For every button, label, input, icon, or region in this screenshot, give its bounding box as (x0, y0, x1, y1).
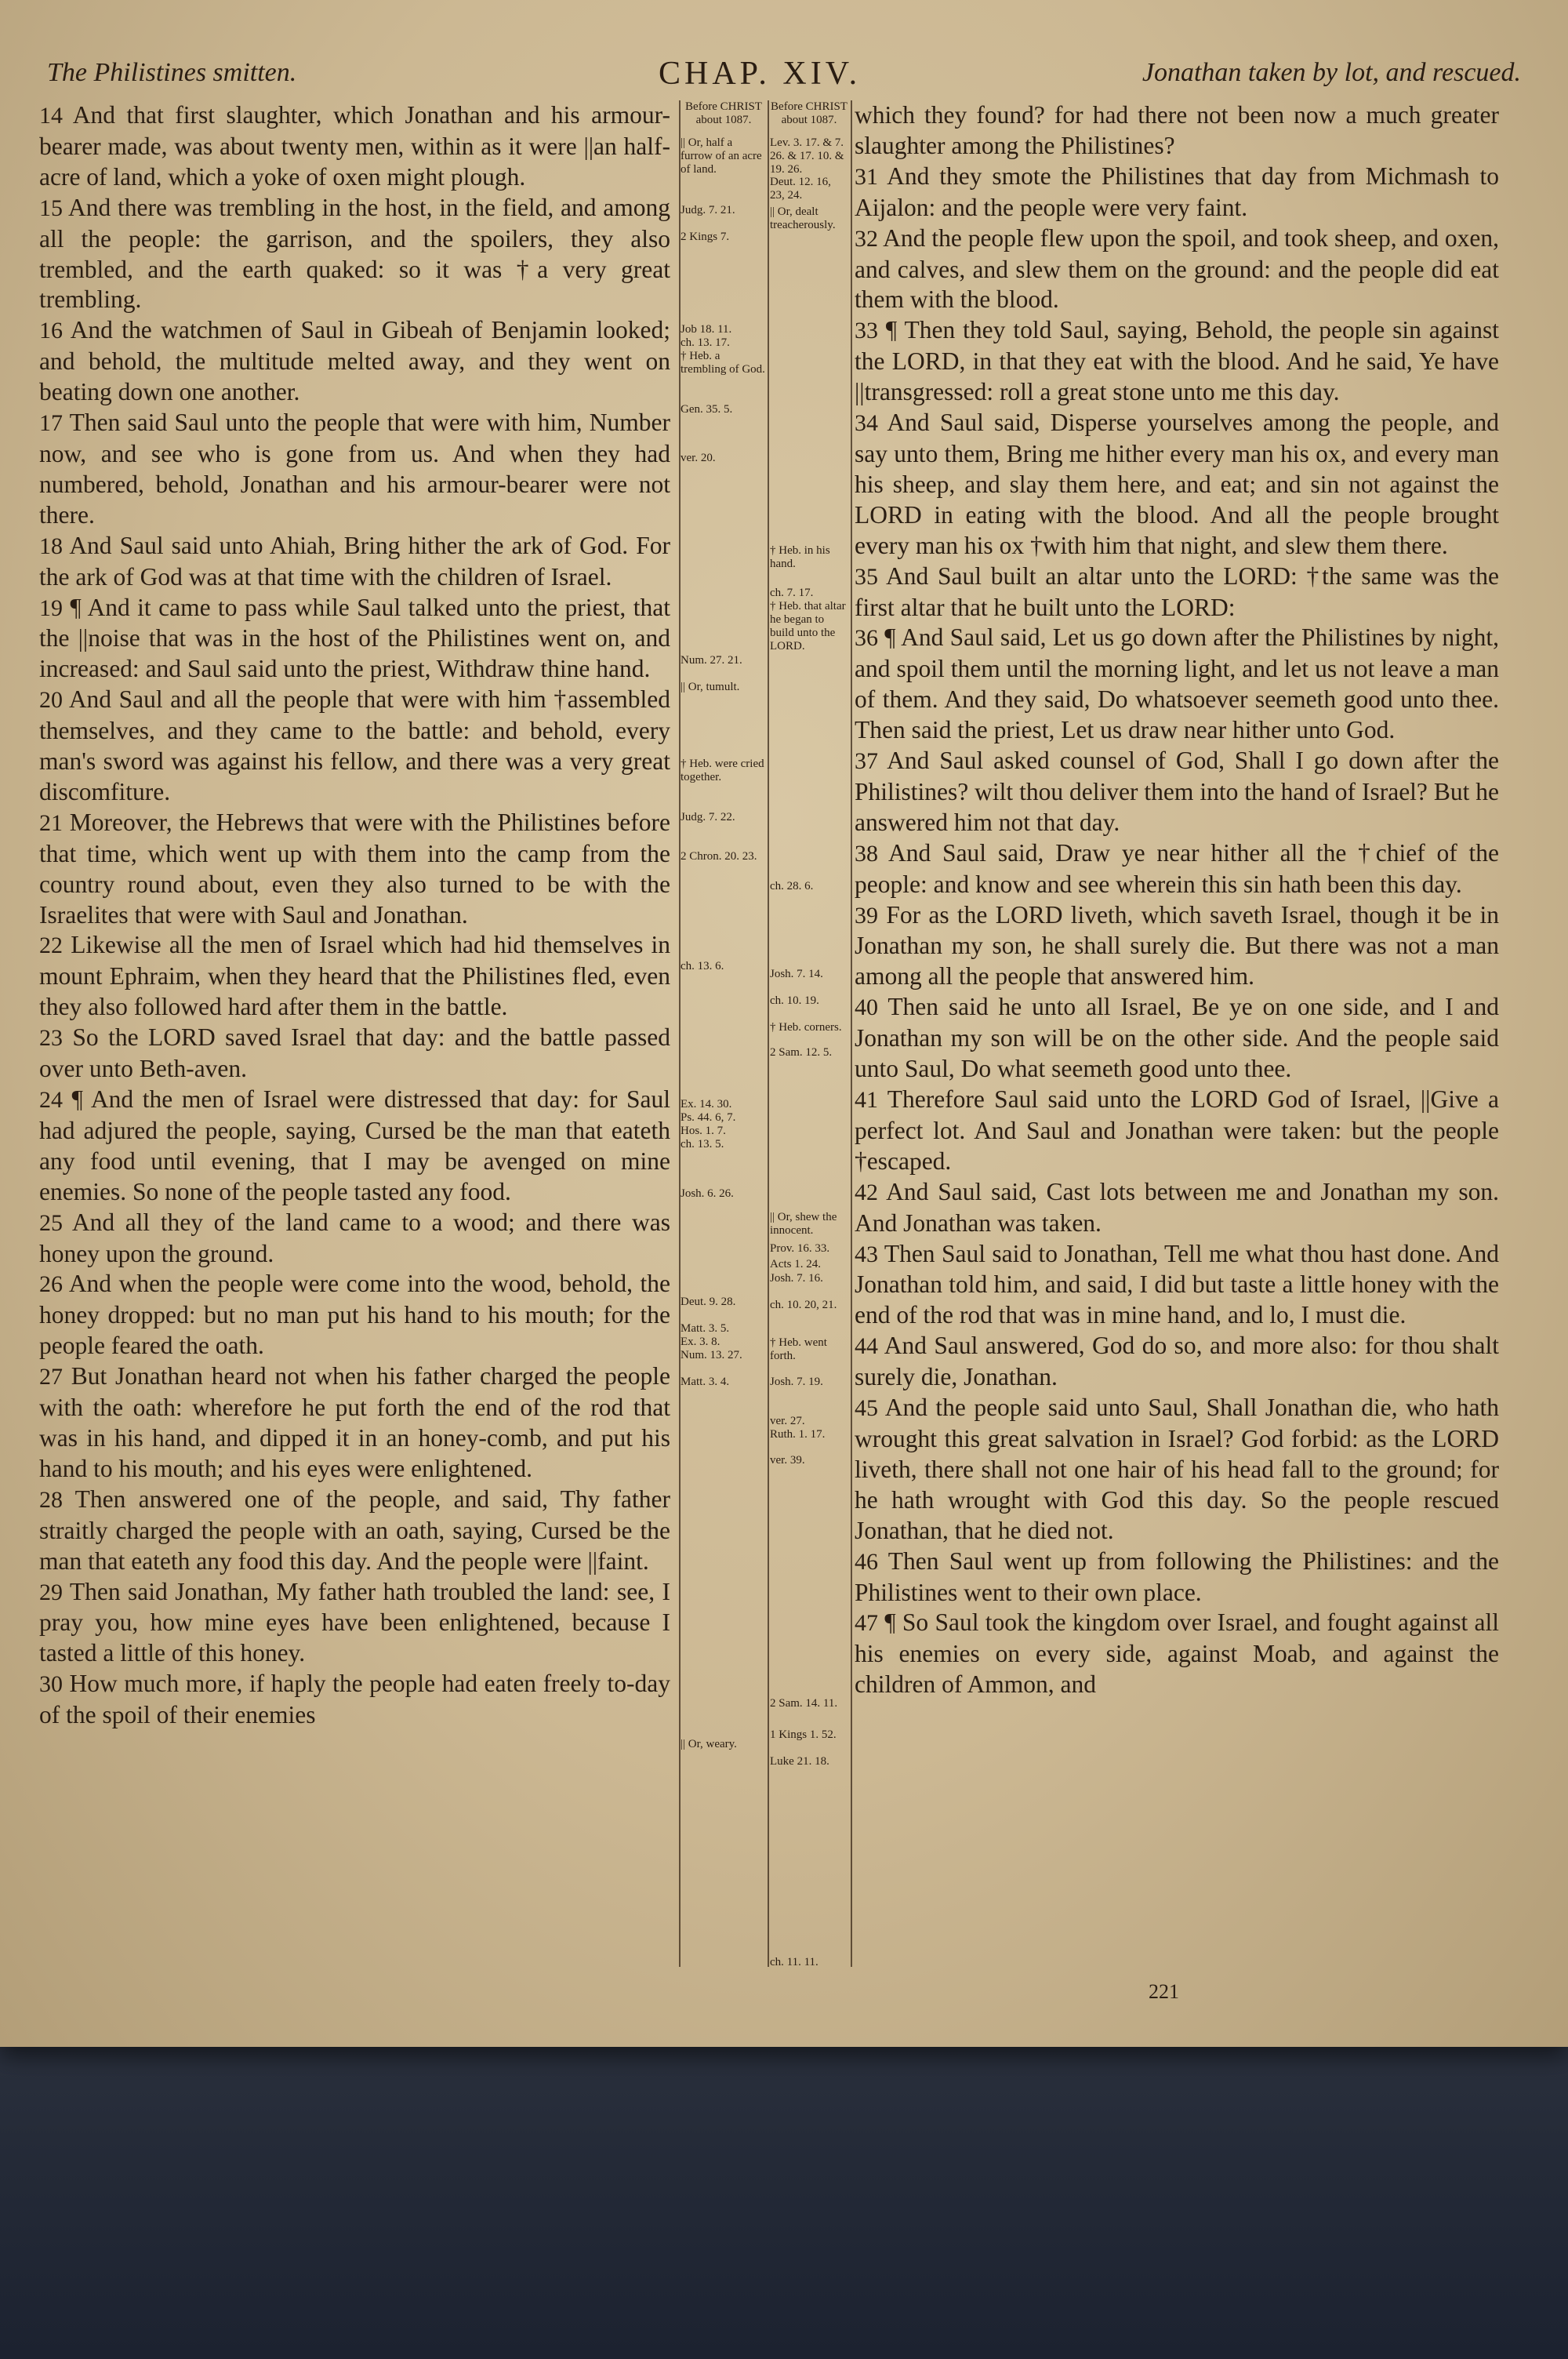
marginal-reference: ver. 39. (770, 1454, 805, 1467)
verse (855, 162, 1499, 224)
marginal-reference: ch. 10. 20, 21. (770, 1299, 837, 1311)
verse-number: 33 (855, 318, 878, 344)
verse (39, 315, 670, 408)
verse-number: 27 (39, 1364, 63, 1390)
marginal-reference: Lev. 3. 17. & 7. 26. & 17. 10. & 19. 26. (770, 136, 844, 176)
verse-text: And there was trembling in the host, in the field, and among all the people: the garrison, and the spoilers, they also trembled, and the earth quaked: so it was †a very great trembling. (39, 193, 671, 314)
verse-number: 35 (855, 563, 878, 590)
marginal-reference: Hos. 1. 7. (681, 1125, 726, 1137)
left-text-column (39, 100, 670, 1731)
verse (855, 992, 1499, 1085)
verse-number: 18 (39, 533, 63, 559)
verse (855, 1393, 1499, 1547)
marginal-reference: Matt. 3. 4. (681, 1376, 730, 1388)
marginal-reference: Ps. 44. 6, 7. (681, 1111, 736, 1124)
verse-text: And the people flew upon the spoil, and took sheep, and oxen, and calves, and slew them on the ground: and the people did eat them with the blood. (855, 224, 1500, 314)
verse (39, 1085, 670, 1208)
verse-text: So the LORD saved Israel that day: and the battle passed over unto Beth-aven. (39, 1023, 670, 1083)
verse (855, 100, 1499, 162)
verse-text: And they smote the Philistines that day from Michmash to Aijalon: and the people were very faint. (855, 162, 1500, 221)
verse-text: Likewise all the men of Israel which had hid themselves in mount Ephraim, when they heard that the Philistines fled, even they also followed hard after them in the battle. (39, 931, 671, 1021)
marginal-reference: Job 18. 11. (681, 323, 732, 336)
verse-number: 32 (855, 225, 878, 252)
marginal-reference: ch. 28. 6. (770, 880, 814, 892)
marginal-reference: Ruth. 1. 17. (770, 1428, 826, 1441)
verse-number: 29 (39, 1579, 63, 1605)
marginal-reference: Josh. 6. 26. (681, 1187, 734, 1200)
marginal-reference: Matt. 3. 5. (681, 1322, 730, 1335)
verse-number: 20 (39, 687, 63, 714)
verse-text: And Saul answered, God do so, and more also: for thou shalt surely die, Jonathan. (855, 1332, 1500, 1391)
verse-number: 26 (39, 1271, 63, 1298)
marginal-reference: Acts 1. 24. (770, 1258, 821, 1270)
verse-text: Then said Jonathan, My father hath troubled the land: see, I pray you, how mine eyes have been enlightened, because I tasted a little of this honey. (39, 1577, 670, 1667)
verse (855, 746, 1499, 838)
marginal-reference: † Heb. that altar he began to build unto the LORD. (770, 600, 846, 652)
marginal-reference: Prov. 16. 33. (770, 1242, 830, 1255)
page-number: 221 (1149, 1980, 1179, 2003)
marginal-reference: 2 Kings 7. (681, 231, 730, 243)
marginal-reference: ch. 11. 11. (770, 1956, 818, 1968)
verse-number: 14 (39, 103, 63, 129)
verse-number: 15 (39, 194, 63, 221)
marginal-reference: Deut. 12. 16, 23, 24. (770, 176, 831, 202)
verse-text: ¶ Then they told Saul, saying, Behold, the people sin against the LORD, in that they eat with the blood. And he said, Ye have ||transgressed: roll a great stone unto me this day. (855, 316, 1499, 406)
verse (39, 685, 670, 808)
marginal-reference: ch. 10. 19. (770, 994, 819, 1007)
verse-number: 40 (855, 994, 878, 1021)
verse-number: 36 (855, 625, 878, 652)
verse (39, 1485, 670, 1577)
verse-text: And that first slaughter, which Jonathan and his armour-bearer made, was about twenty men, within as it were ||an half-acre of land, which a yoke of oxen might plough. (39, 101, 671, 191)
marginal-reference: ch. 13. 6. (681, 960, 724, 972)
verse-text: ¶ And the men of Israel were distressed that day: for Saul had adjured the people, saying, Cursed be the man that eateth any food until evening, that I may be avenged on mine enemies. So none of the people tasted any food. (39, 1085, 670, 1205)
verse (855, 1331, 1499, 1393)
right-text-column (855, 100, 1499, 1700)
verse (39, 930, 670, 1023)
verse (39, 531, 670, 593)
verse (39, 100, 670, 193)
verse-number: 23 (39, 1025, 63, 1052)
verse (39, 1577, 670, 1670)
marginal-reference: Ex. 14. 30. (681, 1098, 732, 1110)
verse-number: 31 (855, 163, 878, 190)
verse (855, 315, 1499, 408)
verse (855, 1085, 1499, 1177)
marginal-reference: Judg. 7. 21. (681, 204, 735, 216)
verse-text: ¶ And Saul said, Let us go down after the Philistines by night, and spoil them until the morning light, and let us not leave a man of them. And they said, Do whatsoever seemeth good unto thee. Then said the priest, Let us draw near hither unto God. (855, 623, 1500, 744)
marginal-reference: ver. 20. (681, 452, 716, 464)
marginal-reference: Josh. 7. 16. (770, 1272, 823, 1285)
marginal-reference: Josh. 7. 14. (770, 968, 823, 980)
verse-number: 30 (39, 1671, 63, 1698)
verse (39, 1023, 670, 1085)
marginal-reference: † Heb. a trembling of God. (681, 350, 765, 376)
verse (39, 1669, 670, 1731)
marginal-reference: 1 Kings 1. 52. (770, 1728, 837, 1741)
margin-right-list (770, 136, 848, 1968)
verse-number: 37 (855, 748, 878, 775)
verse-text: Then said Saul unto the people that were with him, Number now, and see who is gone from us. And when they had numbered, behold, Jonathan and his armour-bearer were not there. (39, 409, 670, 529)
verse-number: 42 (855, 1179, 878, 1205)
verse-number: 28 (39, 1486, 63, 1513)
verse-number: 46 (855, 1548, 878, 1575)
verse-text: Then said he unto all Israel, Be ye on one side, and I and Jonathan my son will be on the other side. And the people said unto Saul, Do what seemeth good unto thee. (855, 993, 1499, 1083)
marginal-reference: || Or, weary. (681, 1738, 737, 1750)
marginal-reference: Gen. 35. 5. (681, 403, 733, 416)
verse (855, 562, 1499, 623)
verse-number: 17 (39, 410, 63, 437)
verse-number: 47 (855, 1610, 878, 1637)
marginal-reference: 2 Sam. 12. 5. (770, 1046, 833, 1059)
verse-number: 45 (855, 1395, 878, 1422)
verse (855, 1608, 1499, 1700)
margin-date-right: Before CHRIST about 1087. (771, 100, 848, 126)
verse (855, 1239, 1499, 1332)
verse-text: Therefore Saul said unto the LORD God of Israel, ||Give a perfect lot. And Saul and Jonathan were taken: but the people †escaped. (855, 1085, 1499, 1175)
verse-number: 39 (855, 902, 878, 929)
marginal-reference: Num. 27. 21. (681, 654, 742, 667)
verse (855, 1177, 1499, 1239)
marginal-reference: 2 Chron. 20. 23. (681, 850, 757, 863)
verse (39, 1361, 670, 1485)
verse-text: And Saul and all the people that were with him †assembled themselves, and they came to the battle: and behold, every man's sword was against his fellow, and there was a very great discomfiture. (39, 685, 670, 805)
verse-text: But Jonathan heard not when his father charged the people with the oath: wherefore he put forth the end of the rod that was in his hand, and dipped it in an honey-comb, and put his hand to his mouth; and his eyes were enlightened. (39, 1362, 670, 1482)
verse-text: ¶ And it came to pass while Saul talked unto the priest, that the ||noise that was in the host of the Philistines went on, and increased: and Saul said unto the priest, Withdraw thine hand. (39, 593, 671, 683)
margin-date-left: Before CHRIST about 1087. (685, 100, 762, 126)
verse (855, 408, 1499, 562)
marginal-reference: Josh. 7. 19. (770, 1376, 823, 1388)
column-rule-middle (768, 100, 769, 1967)
verse-text: And Saul built an altar unto the LORD: †the same was the first altar that he built unto the LORD: (855, 562, 1499, 621)
verse-number: 24 (39, 1087, 63, 1113)
marginal-reference: † Heb. were cried together. (681, 758, 764, 783)
header-left: The Philistines smitten. (47, 58, 297, 87)
marginal-reference: Luke 21. 18. (770, 1755, 829, 1768)
verse-number: 38 (855, 840, 878, 867)
verse (855, 900, 1499, 993)
verse (39, 193, 670, 316)
verse (39, 808, 670, 931)
verse-number: 21 (39, 809, 63, 836)
marginal-reference: ch. 13. 17. (681, 336, 730, 349)
marginal-reference: Judg. 7. 22. (681, 811, 735, 823)
marginal-reference: 2 Sam. 14. 11. (770, 1697, 838, 1710)
right-margin-references (770, 100, 848, 1968)
verse-number: 41 (855, 1087, 878, 1113)
verse (855, 838, 1499, 900)
verse-text: And when the people were come into the wood, behold, the honey dropped: but no man put his hand to his mouth; for the people feared the oath. (39, 1270, 670, 1360)
verse-text: And the watchmen of Saul in Gibeah of Benjamin looked; and behold, the multitude melted away, and they went on beating down one another. (39, 316, 671, 406)
chapter-heading: CHAP. XIV. (659, 56, 862, 92)
verse-number: 16 (39, 318, 63, 344)
marginal-reference: || Or, tumult. (681, 681, 740, 693)
verse-number: 43 (855, 1241, 878, 1267)
verse-text: Then Saul went up from following the Philistines: and the Philistines went to their own place. (855, 1547, 1500, 1606)
marginal-reference: † Heb. went forth. (770, 1336, 827, 1362)
verse-text: And Saul said, Cast lots between me and Jonathan my son. And Jonathan was taken. (855, 1177, 1499, 1237)
left-margin-references (681, 100, 767, 1940)
verse-text: And Saul said, Disperse yourselves among the people, and say unto them, Bring me hither every man his ox, and every man his sheep, and slay them here, and eat; and sin not against the LORD in eating with the blood. And all the people brought every man his ox †with him that night, and slew them there. (855, 409, 1500, 559)
marginal-reference: ch. 13. 5. (681, 1138, 724, 1150)
verse-text: ¶ So Saul took the kingdom over Israel, and fought against all his enemies on every side, against Moab, and against the children of Ammon, and (855, 1608, 1499, 1699)
marginal-reference: Deut. 9. 28. (681, 1296, 736, 1308)
margin-left-list (681, 136, 767, 1940)
desk-background (0, 1992, 1568, 2359)
column-rule-right (851, 100, 852, 1967)
marginal-reference: ch. 7. 17. (770, 587, 814, 599)
verse-number: 34 (855, 410, 878, 437)
marginal-reference: † Heb. corners. (770, 1021, 842, 1034)
verse-text: And Saul said unto Ahiah, Bring hither the ark of God. For the ark of God was at that time with the children of Israel. (39, 531, 670, 591)
header-right: Jonathan taken by lot, and rescued. (1142, 58, 1521, 87)
verse-number: 19 (39, 594, 63, 621)
verse-text: And the people said unto Saul, Shall Jonathan die, who hath wrought this great salvation in Israel? God forbid: as the LORD liveth, there shall not one hair of his head fall to the ground; for he hath wrought with God this day. So the people rescued Jonathan, that he died not. (855, 1394, 1499, 1544)
verse (39, 1269, 670, 1361)
verse-number: 25 (39, 1209, 63, 1236)
verse-text: For as the LORD liveth, which saveth Israel, though it be in Jonathan my son, he shall surely die. But there was not a man among all the people that answered him. (855, 900, 1499, 990)
verse (855, 623, 1499, 746)
marginal-reference: ver. 27. (770, 1415, 805, 1427)
marginal-reference: || Or, half a furrow of an acre of land. (681, 136, 762, 176)
marginal-reference: || Or, shew the innocent. (770, 1211, 837, 1237)
marginal-reference: Num. 13. 27. (681, 1349, 742, 1361)
verse-text: Then answered one of the people, and said, Thy father straitly charged the people with an oath, saying, Cursed be the man that eateth any food this day. And the people were ||faint. (39, 1485, 671, 1575)
verse (855, 1547, 1499, 1608)
marginal-reference: || Or, dealt treacherously. (770, 205, 836, 231)
verse-text: And Saul said, Draw ye near hither all the †chief of the people: and know and see wherein this sin hath been this day. (855, 838, 1499, 898)
verse-text: And Saul asked counsel of God, Shall I go down after the Philistines? wilt thou deliver them into the hand of Israel? But he answered him not that day. (855, 747, 1499, 836)
marginal-reference: † Heb. in his hand. (770, 544, 830, 570)
running-header (47, 52, 1521, 99)
verse-number: 44 (855, 1333, 878, 1360)
verse-number: 22 (39, 932, 63, 959)
verse-text: How much more, if haply the people had eaten freely to-day of the spoil of their enemies (39, 1670, 670, 1729)
marginal-reference: Ex. 3. 8. (681, 1336, 720, 1348)
verse-text: Then Saul said to Jonathan, Tell me what thou hast done. And Jonathan told him, and said, I did but taste a little honey with the end of the rod that was in mine hand, and lo, I must die. (855, 1239, 1499, 1329)
verse (855, 224, 1499, 316)
verse (39, 1208, 670, 1270)
verse (39, 593, 670, 685)
verse-text: And all they of the land came to a wood; and there was honey upon the ground. (39, 1208, 670, 1267)
verse (39, 408, 670, 531)
verse-text: Moreover, the Hebrews that were with the Philistines before that time, which went up with them into the camp from the country round about, even they also turned to be with the Israelites that were with Saul and Jonathan. (39, 808, 670, 929)
verse-text: which they found? for had there not been now a much greater slaughter among the Philistines? (855, 101, 1499, 159)
